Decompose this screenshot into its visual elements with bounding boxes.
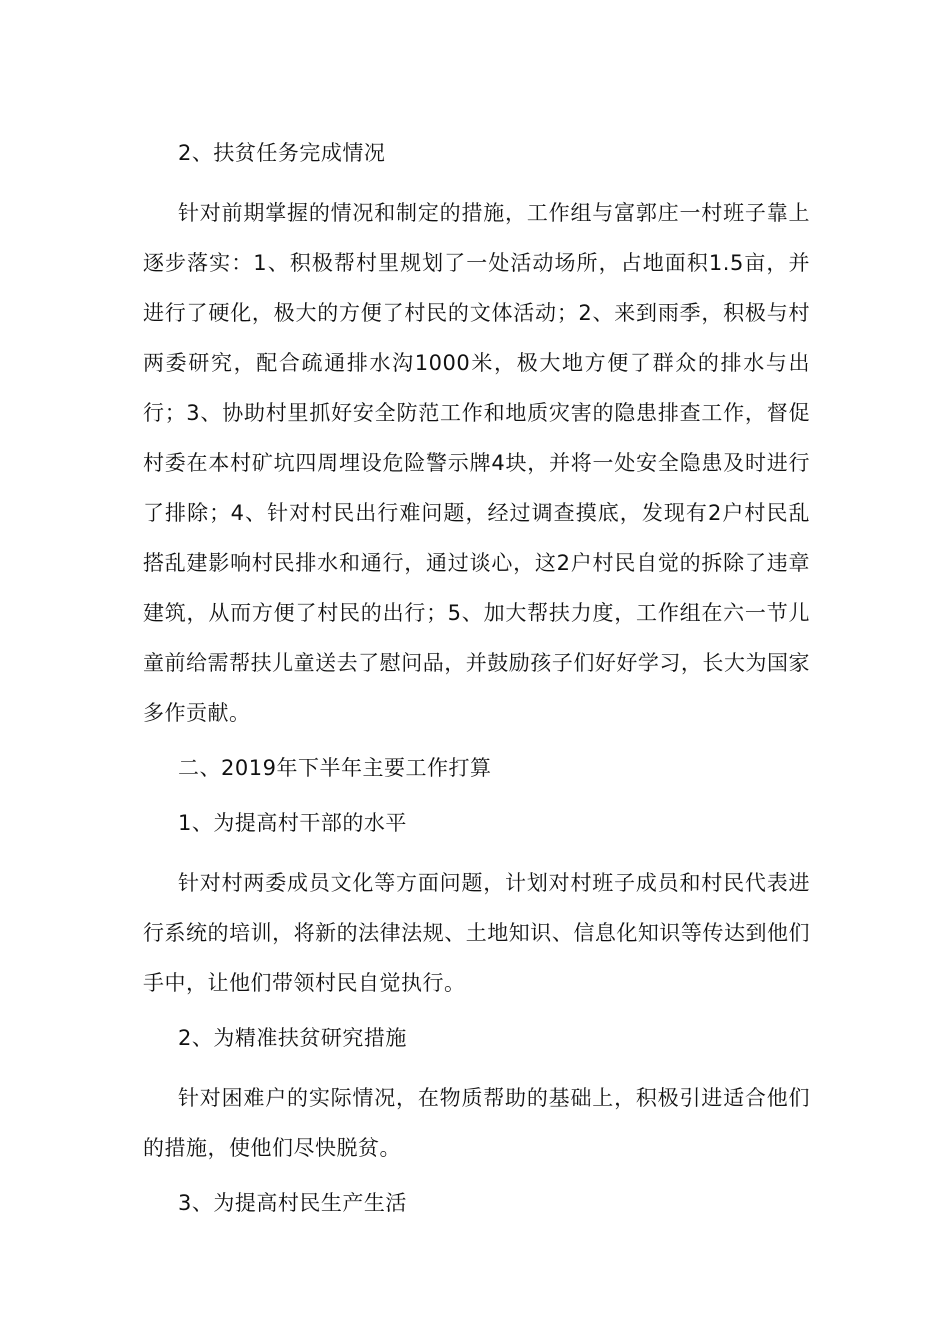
paragraph-poverty-measures: 针对困难户的实际情况，在物质帮助的基础上，积极引进适合他们的措施，使他们尽快脱贫。 bbox=[143, 1086, 810, 1160]
subheading-cadre-level: 1、为提高村干部的水平 bbox=[178, 811, 407, 835]
paragraph-task-completion: 针对前期掌握的情况和制定的措施，工作组与富郭庄一村班子靠上逐步落实：1、积极帮村里规划了一处活动场所，占地面积1.5亩，并进行了硬化，极大的方便了村民的文体活动；2、来到雨季，积极与村两委研究，配合疏通排水沟1000米，极大地方便了群众的排水与出行；3、协助村里抓好安全防范工作和地质灾害的隐患排查工作，督促村委在本村矿坑四周埋设危险警示牌4块，并将一处安全隐患及时进行了排除；4、针对村民出行难问题，经过调查摸底，发现有2户村民乱搭乱建影响村民排水和通行，通过谈心，这2户村民自觉的拆除了违章建筑，从而方便了村民的出行；5、加大帮扶力度，工作组在六一节儿童前给需帮扶儿童送去了慰问品，并鼓励孩子们好好学习，长大为国家多作贡献。 bbox=[143, 201, 810, 725]
paragraph-cadre-training: 针对村两委成员文化等方面问题，计划对村班子成员和村民代表进行系统的培训，将新的法律法规、土地知识、信息化知识等传达到他们手中，让他们带领村民自觉执行。 bbox=[143, 871, 810, 995]
subheading-poverty-measures: 2、为精准扶贫研究措施 bbox=[178, 1026, 407, 1050]
subheading-villager-life: 3、为提高村民生产生活 bbox=[178, 1191, 407, 1215]
section-heading-second-half-plan: 二、2019年下半年主要工作打算 bbox=[178, 756, 492, 780]
document-body bbox=[143, 128, 810, 1228]
section-heading-task-completion: 2、扶贫任务完成情况 bbox=[178, 141, 386, 165]
